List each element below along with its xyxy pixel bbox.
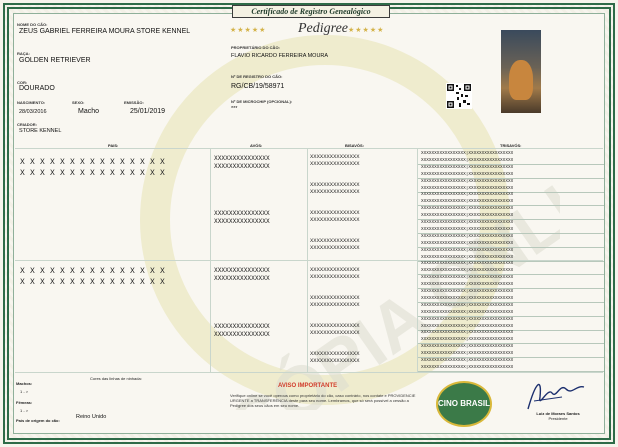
grandparent: XXXXXXXXXXXXXXX	[214, 155, 270, 162]
great-grandparent: XXXXXXXXXXXXXXX	[310, 209, 360, 216]
important-notice-text: Verifique online se você operous como proprietário do cão, caso contrário, nos contate e PROVIDENCIE URGENTE a TRANSFERÊNCIA deste para seu nome. Lembramos, que só será possível a cessão a Pedigree dos seus cãos em seu nome.	[230, 393, 416, 408]
color-label: COR:	[17, 80, 28, 85]
great-grandparent: XXXXXXXXXXXXXXX	[310, 322, 360, 329]
great-great-grandparent: XXXXXXXXXXXXXXXXX|XXXXXXXXXXXXXXXXX	[421, 213, 514, 219]
grandparent: XXXXXXXXXXXXXXX	[214, 275, 270, 282]
issue-date: 25/01/2019	[130, 108, 166, 115]
great-grandparent: XXXXXXXXXXXXXXX	[310, 237, 360, 244]
important-notice-title: AVISO IMPORTANTE	[278, 383, 338, 389]
qr-code[interactable]	[446, 83, 472, 109]
great-great-grandparent: XXXXXXXXXXXXXXXXX|XXXXXXXXXXXXXXXXX	[421, 330, 514, 336]
great-great-grandparent: XXXXXXXXXXXXXXXXX|XXXXXXXXXXXXXXXXX	[421, 178, 514, 184]
microchip-number: ***	[231, 106, 238, 112]
dog-photo	[501, 30, 541, 113]
signer-name: Luiz de Moraes Santos	[536, 411, 580, 416]
origin-label: País de origem do cão:	[16, 418, 60, 423]
great-great-grandparent: XXXXXXXXXXXXXXXXX|XXXXXXXXXXXXXXXXX	[421, 206, 514, 212]
great-great-grandparent: XXXXXXXXXXXXXXXXX|XXXXXXXXXXXXXXXXX	[421, 199, 514, 205]
great-grandparent: XXXXXXXXXXXXXXX	[310, 357, 360, 364]
origin-country: Reino Unido	[76, 414, 107, 420]
grandparent: XXXXXXXXXXXXXXX	[214, 218, 270, 225]
great-grandparent: XXXXXXXXXXXXXXX	[310, 350, 360, 357]
president-signature	[522, 375, 592, 415]
stars-left: ★★★★★	[230, 27, 267, 34]
great-great-grandparent: XXXXXXXXXXXXXXXXX|XXXXXXXXXXXXXXXXX	[421, 309, 514, 315]
great-great-grandparent: XXXXXXXXXXXXXXXXX|XXXXXXXXXXXXXXXXX	[421, 364, 514, 370]
registration-label: Nº DE REGISTRO DO CÃO:	[231, 74, 283, 79]
great-great-grandparent: XXXXXXXXXXXXXXXXX|XXXXXXXXXXXXXXXXX	[421, 344, 514, 350]
great-great-grandparent: XXXXXXXXXXXXXXXXX|XXXXXXXXXXXXXXXXX	[421, 337, 514, 343]
grandparent: XXXXXXXXXXXXXXX	[214, 323, 270, 330]
great-grandparent: XXXXXXXXXXXXXXX	[310, 294, 360, 301]
great-great-grandparent: XXXXXXXXXXXXXXXXX|XXXXXXXXXXXXXXXXX	[421, 282, 514, 288]
row-separator	[418, 371, 604, 372]
males-label: Machos:	[16, 381, 33, 386]
grandparent: XXXXXXXXXXXXXXX	[214, 210, 270, 217]
great-grandparent: XXXXXXXXXXXXXXX	[310, 266, 360, 273]
microchip-label: Nº DE MICROCHIP (OPCIONAL):	[231, 99, 293, 104]
owner-name: FLAVIO RICARDO FERREIRA MOURA	[231, 53, 329, 59]
great-great-grandparent: XXXXXXXXXXXXXXXXX|XXXXXXXXXXXXXXXXX	[421, 351, 514, 357]
pedigree-title: Pedigree	[297, 21, 348, 36]
great-grandparent: XXXXXXXXXXXXXXX	[310, 244, 360, 251]
great-great-grandparents-header: TRISAVÓS:	[500, 143, 522, 148]
great-grandparent: XXXXXXXXXXXXXXX	[310, 181, 360, 188]
cino-brasil-logo: CINO BRASIL	[436, 381, 492, 427]
stars-right: ★★★★★	[348, 27, 385, 34]
great-great-grandparent: XXXXXXXXXXXXXXXXX|XXXXXXXXXXXXXXXXX	[421, 226, 514, 232]
great-great-grandparent: XXXXXXXXXXXXXXXXX|XXXXXXXXXXXXXXXXX	[421, 302, 514, 308]
grandparents-header: AVÓS:	[250, 143, 263, 148]
great-grandparent: XXXXXXXXXXXXXXX	[310, 216, 360, 223]
breed-label: RAÇA:	[17, 51, 30, 56]
dog-breed: GOLDEN RETRIEVER	[19, 57, 91, 64]
great-great-grandparent: XXXXXXXXXXXXXXXXX|XXXXXXXXXXXXXXXXX	[421, 358, 514, 363]
great-great-grandparent: XXXXXXXXXXXXXXXXX|XXXXXXXXXXXXXXXXX	[421, 164, 514, 170]
grandparent: XXXXXXXXXXXXXXX	[214, 163, 270, 170]
grid-divider	[15, 372, 603, 373]
great-great-grandparent: XXXXXXXXXXXXXXXXX|XXXXXXXXXXXXXXXXX	[421, 185, 514, 191]
breeder-label: CRIADOR:	[17, 122, 37, 127]
great-grandparent: XXXXXXXXXXXXXXX	[310, 153, 360, 160]
sire: X X X X X X X X X X X X X X X	[20, 158, 166, 167]
dog-color: DOURADO	[19, 85, 55, 92]
great-great-grandparent: XXXXXXXXXXXXXXXXX|XXXXXXXXXXXXXXXXX	[421, 240, 514, 246]
owner-label: PROPRIETÁRIO DO CÃO:	[231, 45, 280, 50]
issue-label: EMISSÃO:	[124, 100, 144, 105]
great-great-grandparent: XXXXXXXXXXXXXXXXX|XXXXXXXXXXXXXXXXX	[421, 220, 514, 225]
great-grandparent: XXXXXXXXXXXXXXX	[310, 301, 360, 308]
great-great-grandparent: XXXXXXXXXXXXXXXXX|XXXXXXXXXXXXXXXXX	[421, 289, 514, 294]
great-great-grandparent: XXXXXXXXXXXXXXXXX|XXXXXXXXXXXXXXXXX	[421, 261, 514, 267]
breeder-name: STORE KENNEL	[19, 128, 62, 134]
certificate-banner: Certificado de Registro Genealógico	[232, 5, 390, 18]
sex-label: SEXO:	[72, 100, 85, 105]
great-grandparent: XXXXXXXXXXXXXXX	[310, 188, 360, 195]
dog-figure	[509, 60, 533, 100]
great-great-grandparent: XXXXXXXXXXXXXXXXX|XXXXXXXXXXXXXXXXX	[421, 275, 514, 281]
great-great-grandparent: XXXXXXXXXXXXXXXXX|XXXXXXXXXXXXXXXXX	[421, 295, 514, 301]
dam: X X X X X X X X X X X X X X X	[20, 267, 166, 276]
great-great-grandparent: XXXXXXXXXXXXXXXXX|XXXXXXXXXXXXXXXXX	[421, 171, 514, 177]
registration-number: RG/CB/19/58971	[231, 83, 285, 90]
grandparent: XXXXXXXXXXXXXXX	[214, 267, 270, 274]
great-great-grandparent: XXXXXXXXXXXXXXXXX|XXXXXXXXXXXXXXXXX	[421, 323, 514, 329]
signer-role: Presidente	[548, 416, 568, 421]
females-value: 1 - >	[20, 408, 29, 413]
parents-header: PAIS:	[108, 143, 119, 148]
great-great-grandparent: XXXXXXXXXXXXXXXXX|XXXXXXXXXXXXXXXXX	[421, 233, 514, 239]
great-great-grandparent: XXXXXXXXXXXXXXXXX|XXXXXXXXXXXXXXXXX	[421, 254, 514, 260]
dog-birth: 28/03/2016	[19, 109, 47, 115]
great-great-grandparent: XXXXXXXXXXXXXXXXX|XXXXXXXXXXXXXXXXX	[421, 192, 514, 198]
great-grandparent: XXXXXXXXXXXXXXX	[310, 273, 360, 280]
grid-divider	[15, 148, 603, 149]
sire: X X X X X X X X X X X X X X X	[20, 169, 166, 178]
males-value: 1 - >	[20, 389, 29, 394]
great-grandparent: XXXXXXXXXXXXXXX	[310, 160, 360, 167]
great-grandparent: XXXXXXXXXXXXXXX	[310, 329, 360, 336]
great-great-grandparent: XXXXXXXXXXXXXXXXX|XXXXXXXXXXXXXXXXX	[421, 157, 514, 163]
females-label: Fêmeas:	[16, 400, 33, 405]
dog-sex: Macho	[78, 108, 100, 115]
litter-colors-note: Cores das linhas de ninhada:	[90, 376, 142, 381]
great-great-grandparent: XXXXXXXXXXXXXXXXX|XXXXXXXXXXXXXXXXX	[421, 247, 514, 253]
great-great-grandparent: XXXXXXXXXXXXXXXXX|XXXXXXXXXXXXXXXXX	[421, 151, 514, 156]
great-great-grandparent: XXXXXXXXXXXXXXXXX|XXXXXXXXXXXXXXXXX	[421, 268, 514, 274]
birth-label: NASCIMENTO:	[17, 100, 46, 105]
grandparent: XXXXXXXXXXXXXXX	[214, 331, 270, 338]
dam: X X X X X X X X X X X X X X X	[20, 278, 166, 287]
dog-name: ZEUS GABRIEL FERREIRA MOURA STORE KENNEL	[19, 28, 191, 35]
great-grandparents-header: BISAVÓS:	[345, 143, 365, 148]
name-label: NOME DO CÃO:	[17, 22, 48, 27]
great-great-grandparent: XXXXXXXXXXXXXXXXX|XXXXXXXXXXXXXXXXX	[421, 316, 514, 322]
